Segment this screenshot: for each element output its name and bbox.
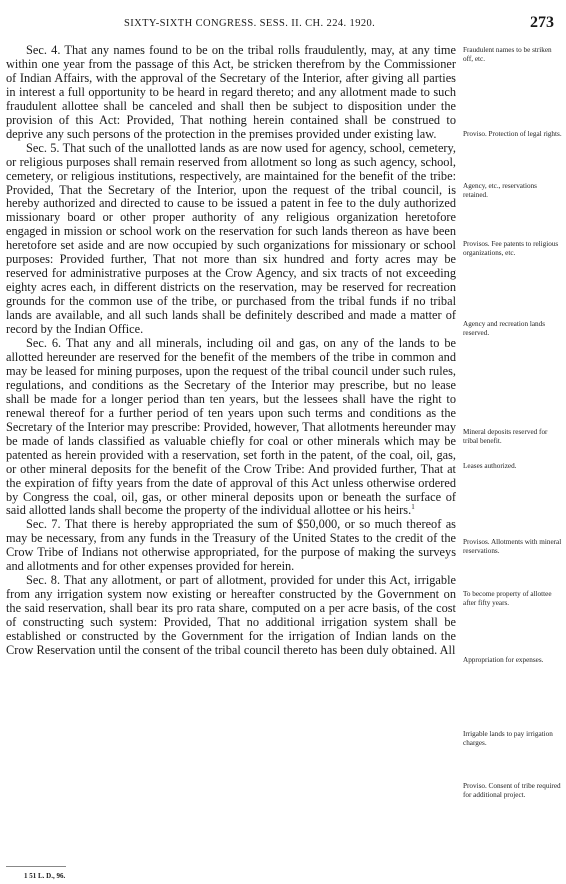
page-number: 273 [530,14,554,31]
section-6 [6,337,456,518]
marginal-note: Proviso. Protection of legal rights. [463,130,562,138]
section-body: That such of the unallotted lands as are now used for agency, school, cemetery, or religious purposes shall remain reserved from allotment so long as such agency, school, cemetery, or religious institutions, respectively, are maintained for the benefit of the tribe: Provided, That the Secretary of the Interior, upon the request of the tribal council, is hereby authorized and directed to cause to be issued a patent in fee to the duly authorized missionary board or other proper authority of any religious organization heretofore engaged in mission or school work on the reservation for such lands thereon as have been heretofore set aside and are now occupied by such organizations for missionary or school purposes: Provided further, That not more than six hundred and forty acres may be reserved for administrative purposes at the Crow Agency, and six tracts of not exceeding eighty acres each, in different districts on the reservation, may be reserved for recreation grounds for the common use of the tribe, or purchased from the tribal funds if no tribal lands are available, and all such lands shall be definitely described and made a matter of record by the Indian Office. [6,140,456,337]
section-label: Sec. 8. [26,573,61,588]
section-5 [6,142,456,337]
section-label: Sec. 4. [26,43,61,57]
marginal-note: Agency, etc., reservations retained. [463,182,537,199]
marginal-note: Agency and recreation lands reserved. [463,320,546,337]
marginal-note: Fraudulent names to be striken off, etc. [463,46,552,63]
section-body: That there is hereby appropriated the sum of $50,000, or so much thereof as may be necessary, from any funds in the Treasury of the United States to the credit of the Crow Tribe of Indians not otherwise appropriated, for the purpose of making the surveys and allotments and for other expenses provided for herein. [6,517,456,574]
footnote: 1 51 L. D., 96. [24,872,66,880]
section-label: Sec. 6. [26,336,62,351]
section-4 [6,44,456,142]
section-label: Sec. 7. [26,517,61,532]
marginal-note: Irrigable lands to pay irrigation charges. [463,730,553,747]
marginal-note: To become property of allottee after fifty years. [463,590,552,607]
marginal-notes [463,0,563,884]
section-7 [6,518,456,574]
section-body: That any allotment, or part of allotment, provided for under this Act, irrigable from any irrigation system now existing or hereafter constructed by the Government on the said reservation, shall bear its pro rata share, computed on a per acre basis, of the cost of constructing such system: Provided, That no additional irrigation system shall be established or constructed by the Government for the irrigation of Indian lands on the Crow Reservation until the consent of the tribal council thereto has been duly obtained. All [6,573,456,657]
marginal-note: Proviso. Consent of tribe required for additional project. [463,782,561,799]
section-body: That any names found to be on the tribal rolls fraudulently, may, at any time within one year from the passage of this Act, be stricken therefrom by the Commissioner of Indian Affairs, with the approval of the Secretary of the Interior, after giving all parties in interest a full opportunity to be heard in regard thereto; and any allotment made to such fraudulent allottee shall be canceled and shall then be subject to disposition under the provision of this Act: Provided, That nothing herein contained shall be construed to deprive any such persons of the protection in the premises provided under existing law. [6,43,456,141]
marginal-note: Mineral deposits reserved for tribal benefit. [463,428,548,445]
marginal-note: Leases authorized. [463,462,517,470]
marginal-note: Provisos. Fee patents to religious organizations, etc. [463,240,559,257]
statute-text [6,44,456,658]
running-title: SIXTY-SIXTH CONGRESS. SESS. II. CH. 224. 1920. [124,18,376,29]
section-body: That any and all minerals, including oil and gas, on any of the lands to be allotted hereunder are reserved for the benefit of the members of the tribe in common and may be leased for mining purposes, upon the request of the tribal council under such rules, regulations, and conditions as the Secretary of the Interior may prescribe, but no lease shall be made for a longer period than ten years, but the lessees shall have the right to renewal thereof for a further period of ten years upon such terms and conditions as the Secretary of the Interior may prescribe: Provided, however, That allotments hereunder may be made of lands classified as valuable chiefly for coal or other minerals which may be patented as herein provided with a reservation, set forth in the patent, of the coal, oil, gas, or other mineral deposits for the benefit of the Crow Tribe: And provided further, That at the expiration of fifty years from the date of approval of this Act unless otherwise ordered by Congress the coal, oil, gas, or other mineral deposits upon or beneath the surface of said allotted lands shall become the property of the individual allottee or his heirs. [6,336,457,518]
marginal-note: Appropriation for expenses. [463,656,544,664]
section-8 [6,574,456,658]
footnote-ref: 1 [411,503,415,512]
footnote-rule [6,866,66,867]
marginal-note: Provisos. Allotments with mineral reservations. [463,538,562,555]
section-label: Sec. 5. [26,140,60,155]
